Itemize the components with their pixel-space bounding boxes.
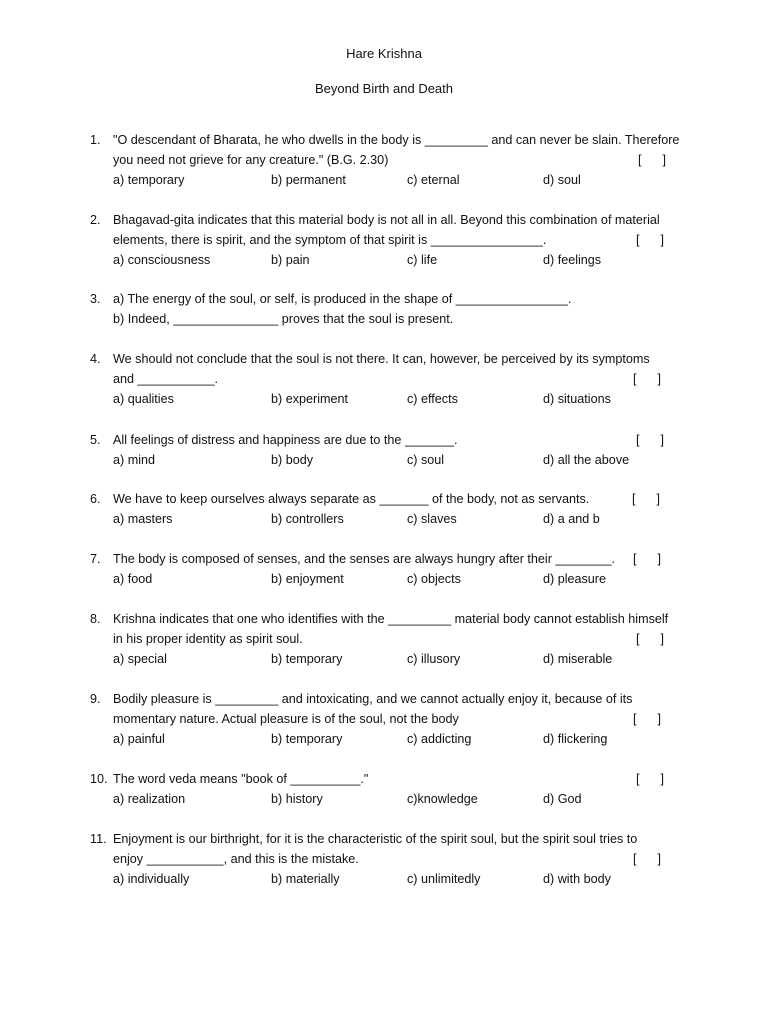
answer-option: d) soul (543, 173, 581, 187)
answer-option: b) temporary (271, 732, 343, 746)
answer-bracket[interactable]: [ ] (636, 772, 664, 786)
question-text-line: Enjoyment is our birthright, for it is the characteristic of the spirit soul, but the spirit soul tries to (113, 832, 638, 846)
page-subtitle: Beyond Birth and Death (314, 81, 454, 96)
question-number: 7. (90, 552, 101, 566)
answer-option: d) a and b (543, 512, 600, 526)
answer-option: b) experiment (271, 392, 348, 406)
answer-bracket[interactable]: [ ] (633, 372, 661, 386)
answer-option: a) qualities (113, 392, 174, 406)
answer-option: b) body (271, 453, 314, 467)
question-text-line: The word veda means "book of __________." (113, 772, 369, 786)
question-text-line: b) Indeed, _______________ proves that the soul is present. (113, 312, 454, 326)
question-number: 8. (90, 612, 101, 626)
question-text-line: and ___________. (113, 372, 219, 386)
answer-option: a) individually (113, 872, 190, 886)
answer-bracket[interactable]: [ ] (638, 153, 666, 167)
answer-bracket[interactable]: [ ] (636, 233, 664, 247)
answer-option: a) realization (113, 792, 186, 806)
answer-option: d) miserable (543, 652, 613, 666)
page-title: Hare Krishna (346, 46, 422, 61)
answer-bracket[interactable]: [ ] (636, 632, 664, 646)
question-number: 2. (90, 213, 101, 227)
question-number: 3. (90, 292, 101, 306)
answer-option: d) all the above (543, 453, 630, 467)
question-text-line: We should not conclude that the soul is not there. It can, however, be perceived by its symptoms (113, 352, 650, 366)
answer-option: b) pain (271, 253, 310, 267)
answer-option: a) food (113, 572, 153, 586)
question-number: 5. (90, 433, 101, 447)
answer-option: a) consciousness (113, 253, 211, 267)
answer-option: c) eternal (407, 173, 460, 187)
answer-option: c) illusory (407, 652, 461, 666)
question-text-line: you need not grieve for any creature." (B.G. 2.30) (113, 153, 389, 167)
answer-option: c) life (407, 253, 438, 267)
answer-option: a) painful (113, 732, 165, 746)
answer-option: c) slaves (407, 512, 457, 526)
answer-option: a) special (113, 652, 167, 666)
answer-option: c) addicting (407, 732, 472, 746)
question-text-line: momentary nature. Actual pleasure is of the soul, not the body (113, 712, 459, 726)
question-text-line: Bhagavad-gita indicates that this material body is not all in all. Beyond this combination of material (113, 213, 660, 227)
answer-option: b) controllers (271, 512, 344, 526)
question-number: 6. (90, 492, 101, 506)
question-number: 10. (90, 772, 108, 786)
answer-option: c) objects (407, 572, 461, 586)
answer-option: d) with body (543, 872, 611, 886)
question-text-line: We have to keep ourselves always separate as _______ of the body, not as servants. (113, 492, 590, 506)
answer-bracket[interactable]: [ ] (636, 433, 664, 447)
question-number: 9. (90, 692, 101, 706)
question-number: 1. (90, 133, 101, 147)
answer-option: b) materially (271, 872, 340, 886)
answer-option: d) God (543, 792, 582, 806)
answer-option: b) permanent (271, 173, 346, 187)
answer-option: b) enjoyment (271, 572, 344, 586)
question-text-line: "O descendant of Bharata, he who dwells in the body is _________ and can never be slain. Therefore (113, 133, 680, 147)
answer-option: c) unlimitedly (407, 872, 481, 886)
answer-bracket[interactable]: [ ] (633, 552, 661, 566)
answer-option: a) temporary (113, 173, 185, 187)
question-text-line: elements, there is spirit, and the symptom of that spirit is ________________. (113, 233, 547, 247)
answer-option: d) flickering (543, 732, 608, 746)
question-text-line: All feelings of distress and happiness are due to the _______. (113, 433, 458, 447)
answer-option: b) temporary (271, 652, 343, 666)
answer-option: b) history (271, 792, 323, 806)
answer-option: a) mind (113, 453, 155, 467)
question-text-line: enjoy ___________, and this is the mistake. (113, 852, 359, 866)
answer-bracket[interactable]: [ ] (633, 852, 661, 866)
answer-option: a) masters (113, 512, 173, 526)
question-text-line: in his proper identity as spirit soul. (113, 632, 303, 646)
answer-option: d) pleasure (543, 572, 607, 586)
question-text-line: Bodily pleasure is _________ and intoxicating, and we cannot actually enjoy it, because of its (113, 692, 633, 706)
answer-option: c)knowledge (407, 792, 478, 806)
answer-option: d) situations (543, 392, 611, 406)
answer-option: c) effects (407, 392, 458, 406)
question-number: 11. (90, 832, 107, 846)
answer-option: d) feelings (543, 253, 602, 267)
question-text-line: The body is composed of senses, and the senses are always hungry after their ________. (113, 552, 615, 566)
question-number: 4. (90, 352, 101, 366)
question-text-line: a) The energy of the soul, or self, is produced in the shape of ________________. (113, 292, 572, 306)
answer-option: c) soul (407, 453, 445, 467)
answer-bracket[interactable]: [ ] (633, 712, 661, 726)
question-text-line: Krishna indicates that one who identifies with the _________ material body cannot establish himself (113, 612, 669, 626)
answer-bracket[interactable]: [ ] (632, 492, 660, 506)
